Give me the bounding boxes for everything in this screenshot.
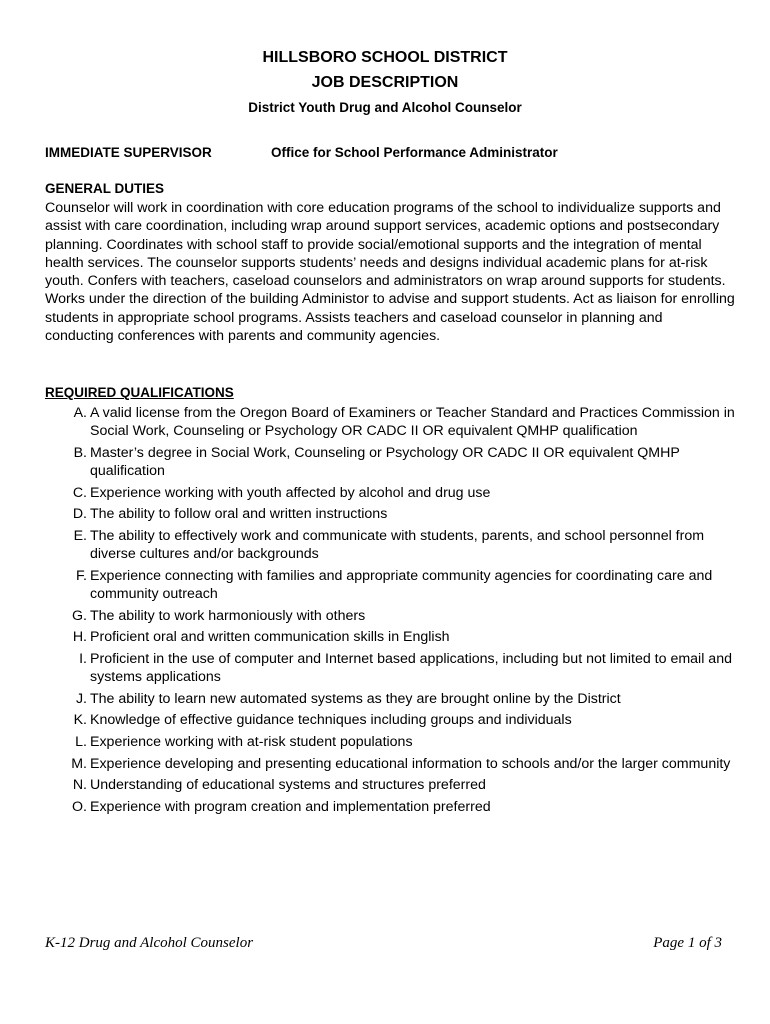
supervisor-value: Office for School Performance Administrator bbox=[271, 145, 558, 160]
qualification-letter: G. bbox=[72, 607, 87, 624]
supervisor-label: IMMEDIATE SUPERVISOR bbox=[45, 145, 212, 160]
qualification-text: Experience connecting with families and appropriate community agencies for coordinating care and community outreach bbox=[90, 567, 713, 603]
qualification-text: The ability to work harmoniously with others bbox=[90, 607, 366, 624]
qualification-text: Master’s degree in Social Work, Counseling or Psychology OR CADC II OR equivalent QMHP qualification bbox=[90, 444, 680, 480]
qualification-item bbox=[45, 711, 735, 729]
qualification-item bbox=[45, 607, 735, 625]
qualification-letter: I. bbox=[79, 650, 87, 667]
qualifications-list bbox=[45, 404, 735, 819]
position-title: District Youth Drug and Alcohol Counselor bbox=[248, 100, 522, 115]
qualification-text: Proficient in the use of computer and Internet based applications, including but not limited to email and systems applications bbox=[90, 650, 732, 686]
qualification-letter: K. bbox=[73, 712, 87, 729]
qualification-text: Experience working with youth affected by alcohol and drug use bbox=[90, 484, 491, 501]
qualification-text: A valid license from the Oregon Board of Examiners or Teacher Standard and Practices Commission in Social Work, Counseling or Psychology OR CADC II OR equivalent QMHP qualification bbox=[90, 405, 735, 440]
qualification-letter: L. bbox=[75, 734, 87, 751]
qualification-item bbox=[45, 628, 735, 646]
qualification-text: Knowledge of effective guidance techniques including groups and individuals bbox=[90, 712, 572, 729]
qualification-letter: D. bbox=[72, 506, 87, 523]
general-duties-text: Counselor will work in coordination with core education programs of the school to individualize supports and assist with care coordination, including wrap around support services, academic options and postsecondary planning. Coordinates with school staff to provide social/emotional supports and the integration of mental health services. The counselor supports students’ needs and designs individual academic plans for at-risk youth. Confers with teachers, caseload counselors and administrators on wrap around supports for students. Works under the direction of the building Administor to advise and support students. Act as liaison for enrolling students in appropriate school programs. Assists teachers and caseload counselor in planning and conducting conferences with parents and community agencies. bbox=[45, 200, 735, 345]
qualification-text: Experience with program creation and implementation preferred bbox=[90, 798, 491, 815]
district-title: HILLSBORO SCHOOL DISTRICT bbox=[262, 49, 508, 66]
qualification-letter: E. bbox=[73, 527, 87, 544]
qualification-text: Experience working with at-risk student populations bbox=[90, 734, 413, 751]
qualification-text: The ability to follow oral and written instructions bbox=[90, 506, 388, 523]
qualification-item bbox=[45, 567, 735, 604]
qualification-text: Understanding of educational systems and structures preferred bbox=[90, 777, 486, 794]
qualification-item bbox=[45, 733, 735, 751]
qualification-item bbox=[45, 798, 735, 816]
qualification-item bbox=[45, 755, 735, 773]
qualification-item bbox=[45, 690, 735, 708]
qualification-item bbox=[45, 650, 735, 687]
qualification-letter: O. bbox=[72, 798, 87, 815]
qualification-item bbox=[45, 527, 735, 564]
qualification-letter: H. bbox=[72, 629, 87, 646]
qualification-letter: M. bbox=[71, 755, 87, 772]
qualification-letter: F. bbox=[75, 567, 87, 584]
footer-page-number: Page 1 of 3 bbox=[653, 935, 722, 951]
qualification-text: Proficient oral and written communication skills in English bbox=[90, 629, 450, 646]
required-qualifications-heading: REQUIRED QUALIFICATIONS bbox=[45, 385, 234, 400]
qualification-item bbox=[45, 404, 735, 441]
qualification-letter: A. bbox=[73, 405, 87, 421]
qualification-letter: J. bbox=[75, 690, 87, 707]
footer-document-title: K-12 Drug and Alcohol Counselor bbox=[45, 935, 254, 951]
general-duties-heading: GENERAL DUTIES bbox=[45, 181, 165, 196]
document-type-title: JOB DESCRIPTION bbox=[311, 74, 459, 91]
qualification-item bbox=[45, 444, 735, 481]
qualification-text: The ability to effectively work and communicate with students, parents, and school personnel from diverse cultures and/or backgrounds bbox=[90, 527, 705, 563]
qualification-item bbox=[45, 484, 735, 502]
qualification-text: Experience developing and presenting educational information to schools and/or the larger community bbox=[90, 755, 731, 772]
qualification-item bbox=[45, 776, 735, 794]
qualification-letter: N. bbox=[72, 777, 87, 794]
qualification-text: The ability to learn new automated systems as they are brought online by the District bbox=[90, 690, 621, 707]
qualification-letter: B. bbox=[73, 444, 87, 461]
qualification-item bbox=[45, 505, 735, 523]
qualification-letter: C. bbox=[72, 484, 87, 501]
